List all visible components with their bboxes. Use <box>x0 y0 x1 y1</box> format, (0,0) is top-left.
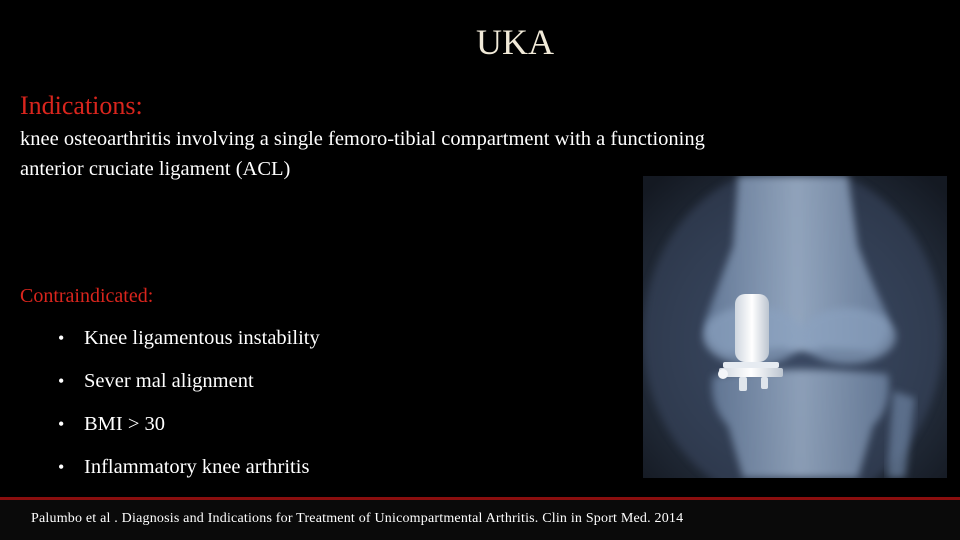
contraindication-label: Inflammatory knee arthritis <box>84 456 310 478</box>
contraindication-item <box>58 317 320 360</box>
bullet-icon: • <box>58 414 65 434</box>
contraindication-label: Sever mal alignment <box>84 370 254 392</box>
indications-text: knee osteoarthritis involving a single femoro-tibial compartment with a functioning anterior cruciate ligament (ACL) <box>20 128 705 180</box>
contraindication-item <box>58 360 320 403</box>
citation-text: Palumbo et al . Diagnosis and Indications for Treatment of Unicompartmental Arthritis. Clin in Sport Med. 2014 <box>31 511 684 526</box>
bullet-icon: • <box>58 457 65 477</box>
bullet-icon: • <box>58 328 65 348</box>
knee-xray-image <box>643 176 947 478</box>
slide-title: UKA <box>476 22 554 62</box>
contraindication-item <box>58 446 320 489</box>
bullet-icon: • <box>58 371 65 391</box>
contraindication-label: BMI > 30 <box>84 413 166 435</box>
contraindication-label: Knee ligamentous instability <box>84 327 320 349</box>
contraindications-list <box>58 317 320 489</box>
contraindicated-heading: Contraindicated: <box>20 285 154 307</box>
indications-heading: Indications: <box>20 91 143 120</box>
contraindication-item <box>58 403 320 446</box>
